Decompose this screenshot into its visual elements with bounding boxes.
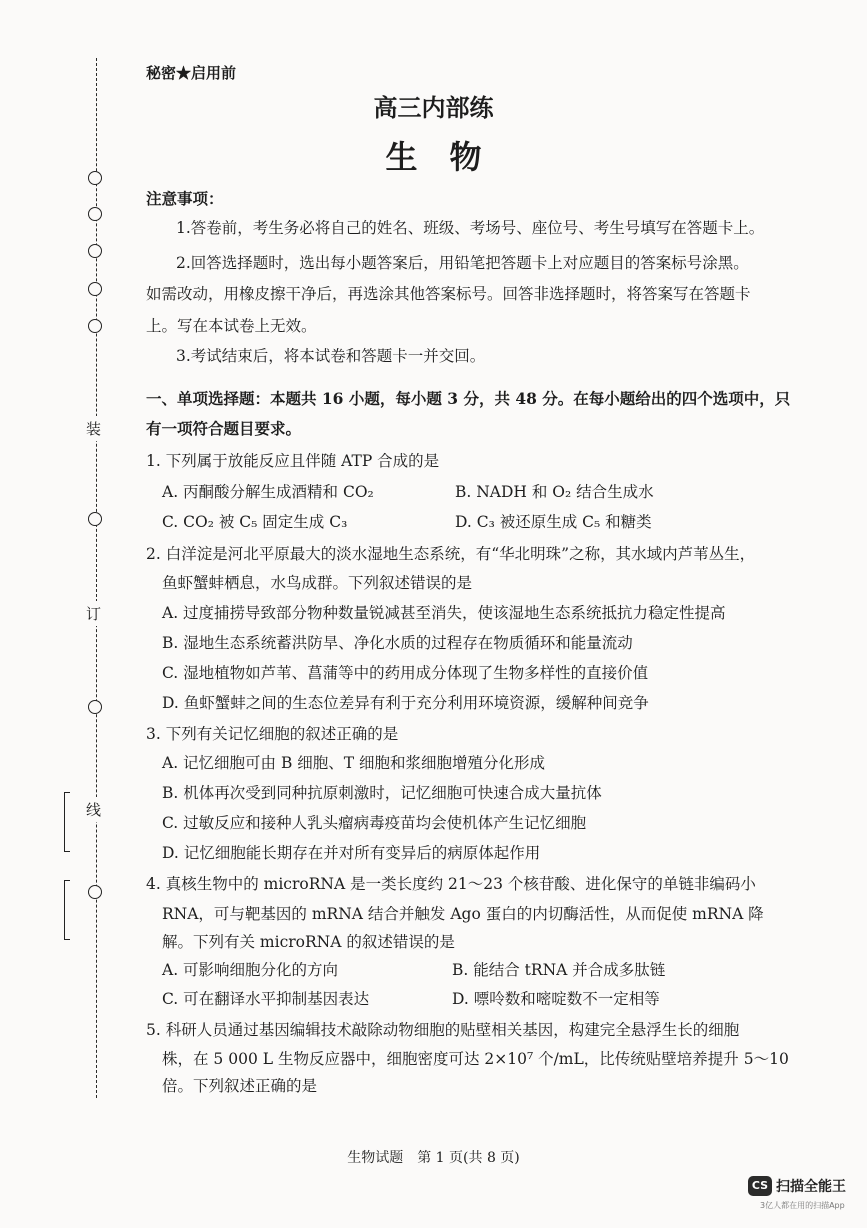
notice-item: 1.答卷前，考生务必将自己的姓名、班级、考场号、座位号、考生号填写在答题卡上。 (176, 219, 765, 237)
option-a: A. 可影响细胞分化的方向 (162, 961, 339, 979)
page-footer: 生物试题 第 1 页(共 8 页) (347, 1150, 520, 1166)
question-stem: 解。下列有关 microRNA 的叙述错误的是 (162, 933, 455, 951)
binding-hole (88, 885, 102, 899)
option-a: A. 记忆细胞可由 B 细胞、T 细胞和浆细胞增殖分化形成 (162, 754, 546, 772)
option-b: B. NADH 和 O₂ 结合生成水 (455, 483, 654, 501)
option-b: B. 湿地生态系统蓄洪防旱、净化水质的过程存在物质循环和能量流动 (162, 634, 633, 652)
notice-item: 上。写在本试卷上无效。 (146, 317, 317, 335)
binding-hole (88, 512, 102, 526)
binding-hole (88, 207, 102, 221)
option-c: C. 过敏反应和接种人乳头瘤病毒疫苗均会使机体产生记忆细胞 (162, 814, 587, 832)
subject-title: 生 物 (385, 138, 482, 176)
confidential-mark: 秘密★启用前 (146, 64, 237, 82)
option-c: C. 湿地植物如芦苇、菖蒲等中的药用成分体现了生物多样性的直接价值 (162, 664, 649, 682)
exam-name: 高三内部练 (373, 93, 494, 122)
question-stem: 4. 真核生物中的 microRNA 是一类长度约 21～23 个核苷酸、进化保守的单链非编码小 (146, 875, 756, 893)
option-b: B. 机体再次受到同种抗原刺激时，记忆细胞可快速合成大量抗体 (162, 784, 602, 802)
notice-item: 2.回答选择题时，选出每小题答案后，用铅笔把答题卡上对应题目的答案标号涂黑。 (176, 254, 749, 272)
section-heading: 一、单项选择题：本题共 16 小题，每小题 3 分，共 48 分。在每小题给出的四个选项中，只 (146, 389, 791, 408)
notice-title: 注意事项： (146, 189, 224, 208)
scanner-app-tagline: 3亿人都在用的扫描App (760, 1201, 845, 1210)
binding-hole (88, 244, 102, 258)
question-stem: 倍。下列叙述正确的是 (162, 1077, 318, 1095)
binding-hole (88, 700, 102, 714)
option-d: D. 鱼虾蟹蚌之间的生态位差异有利于充分利用环境资源，缓解种间竞争 (162, 694, 649, 712)
scanner-logo-icon: CS (748, 1176, 772, 1196)
binding-label-zhuang: 装 (86, 416, 101, 441)
question-stem: 5. 科研人员通过基因编辑技术敲除动物细胞的贴壁相关基因，构建完全悬浮生长的细胞 (146, 1021, 740, 1039)
option-c: C. CO₂ 被 C₅ 固定生成 C₃ (162, 513, 348, 531)
section-heading: 有一项符合题目要求。 (146, 419, 302, 438)
question-stem: 株，在 5 000 L 生物反应器中，细胞密度可达 2×10⁷ 个/mL，比传统贴壁培养提升 5～10 (162, 1050, 789, 1068)
question-stem: 鱼虾蟹蚌栖息，水鸟成群。下列叙述错误的是 (162, 574, 473, 592)
binding-hole (88, 282, 102, 296)
option-b: B. 能结合 tRNA 并合成多肽链 (452, 961, 666, 979)
binding-bracket (64, 792, 70, 852)
option-d: D. 记忆细胞能长期存在并对所有变异后的病原体起作用 (162, 844, 541, 862)
option-a: A. 丙酮酸分解生成酒精和 CO₂ (162, 483, 374, 501)
notice-item: 如需改动，用橡皮擦干净后，再选涂其他答案标号。回答非选择题时，将答案写在答题卡 (146, 285, 751, 303)
binding-bracket (64, 880, 70, 940)
binding-label-xian: 线 (86, 797, 101, 822)
question-stem: 3. 下列有关记忆细胞的叙述正确的是 (146, 725, 399, 743)
option-a: A. 过度捕捞导致部分物种数量锐减甚至消失，使该湿地生态系统抵抗力稳定性提高 (162, 604, 726, 622)
option-d: D. 嘌呤数和嘧啶数不一定相等 (452, 990, 660, 1008)
question-stem: 1. 下列属于放能反应且伴随 ATP 合成的是 (146, 452, 440, 470)
question-stem: RNA，可与靶基因的 mRNA 结合并触发 Ago 蛋白的内切酶活性，从而促使 mRNA 降 (162, 905, 764, 923)
scanner-app-name: 扫描全能王 (776, 1179, 846, 1195)
option-c: C. 可在翻译水平抑制基因表达 (162, 990, 370, 1008)
binding-label-ding: 订 (86, 601, 101, 626)
notice-item: 3.考试结束后，将本试卷和答题卡一并交回。 (176, 347, 486, 365)
binding-hole (88, 319, 102, 333)
option-d: D. C₃ 被还原生成 C₅ 和糖类 (455, 513, 652, 531)
question-stem: 2. 白洋淀是河北平原最大的淡水湿地生态系统，有“华北明珠”之称，其水域内芦苇丛生， (146, 545, 756, 563)
